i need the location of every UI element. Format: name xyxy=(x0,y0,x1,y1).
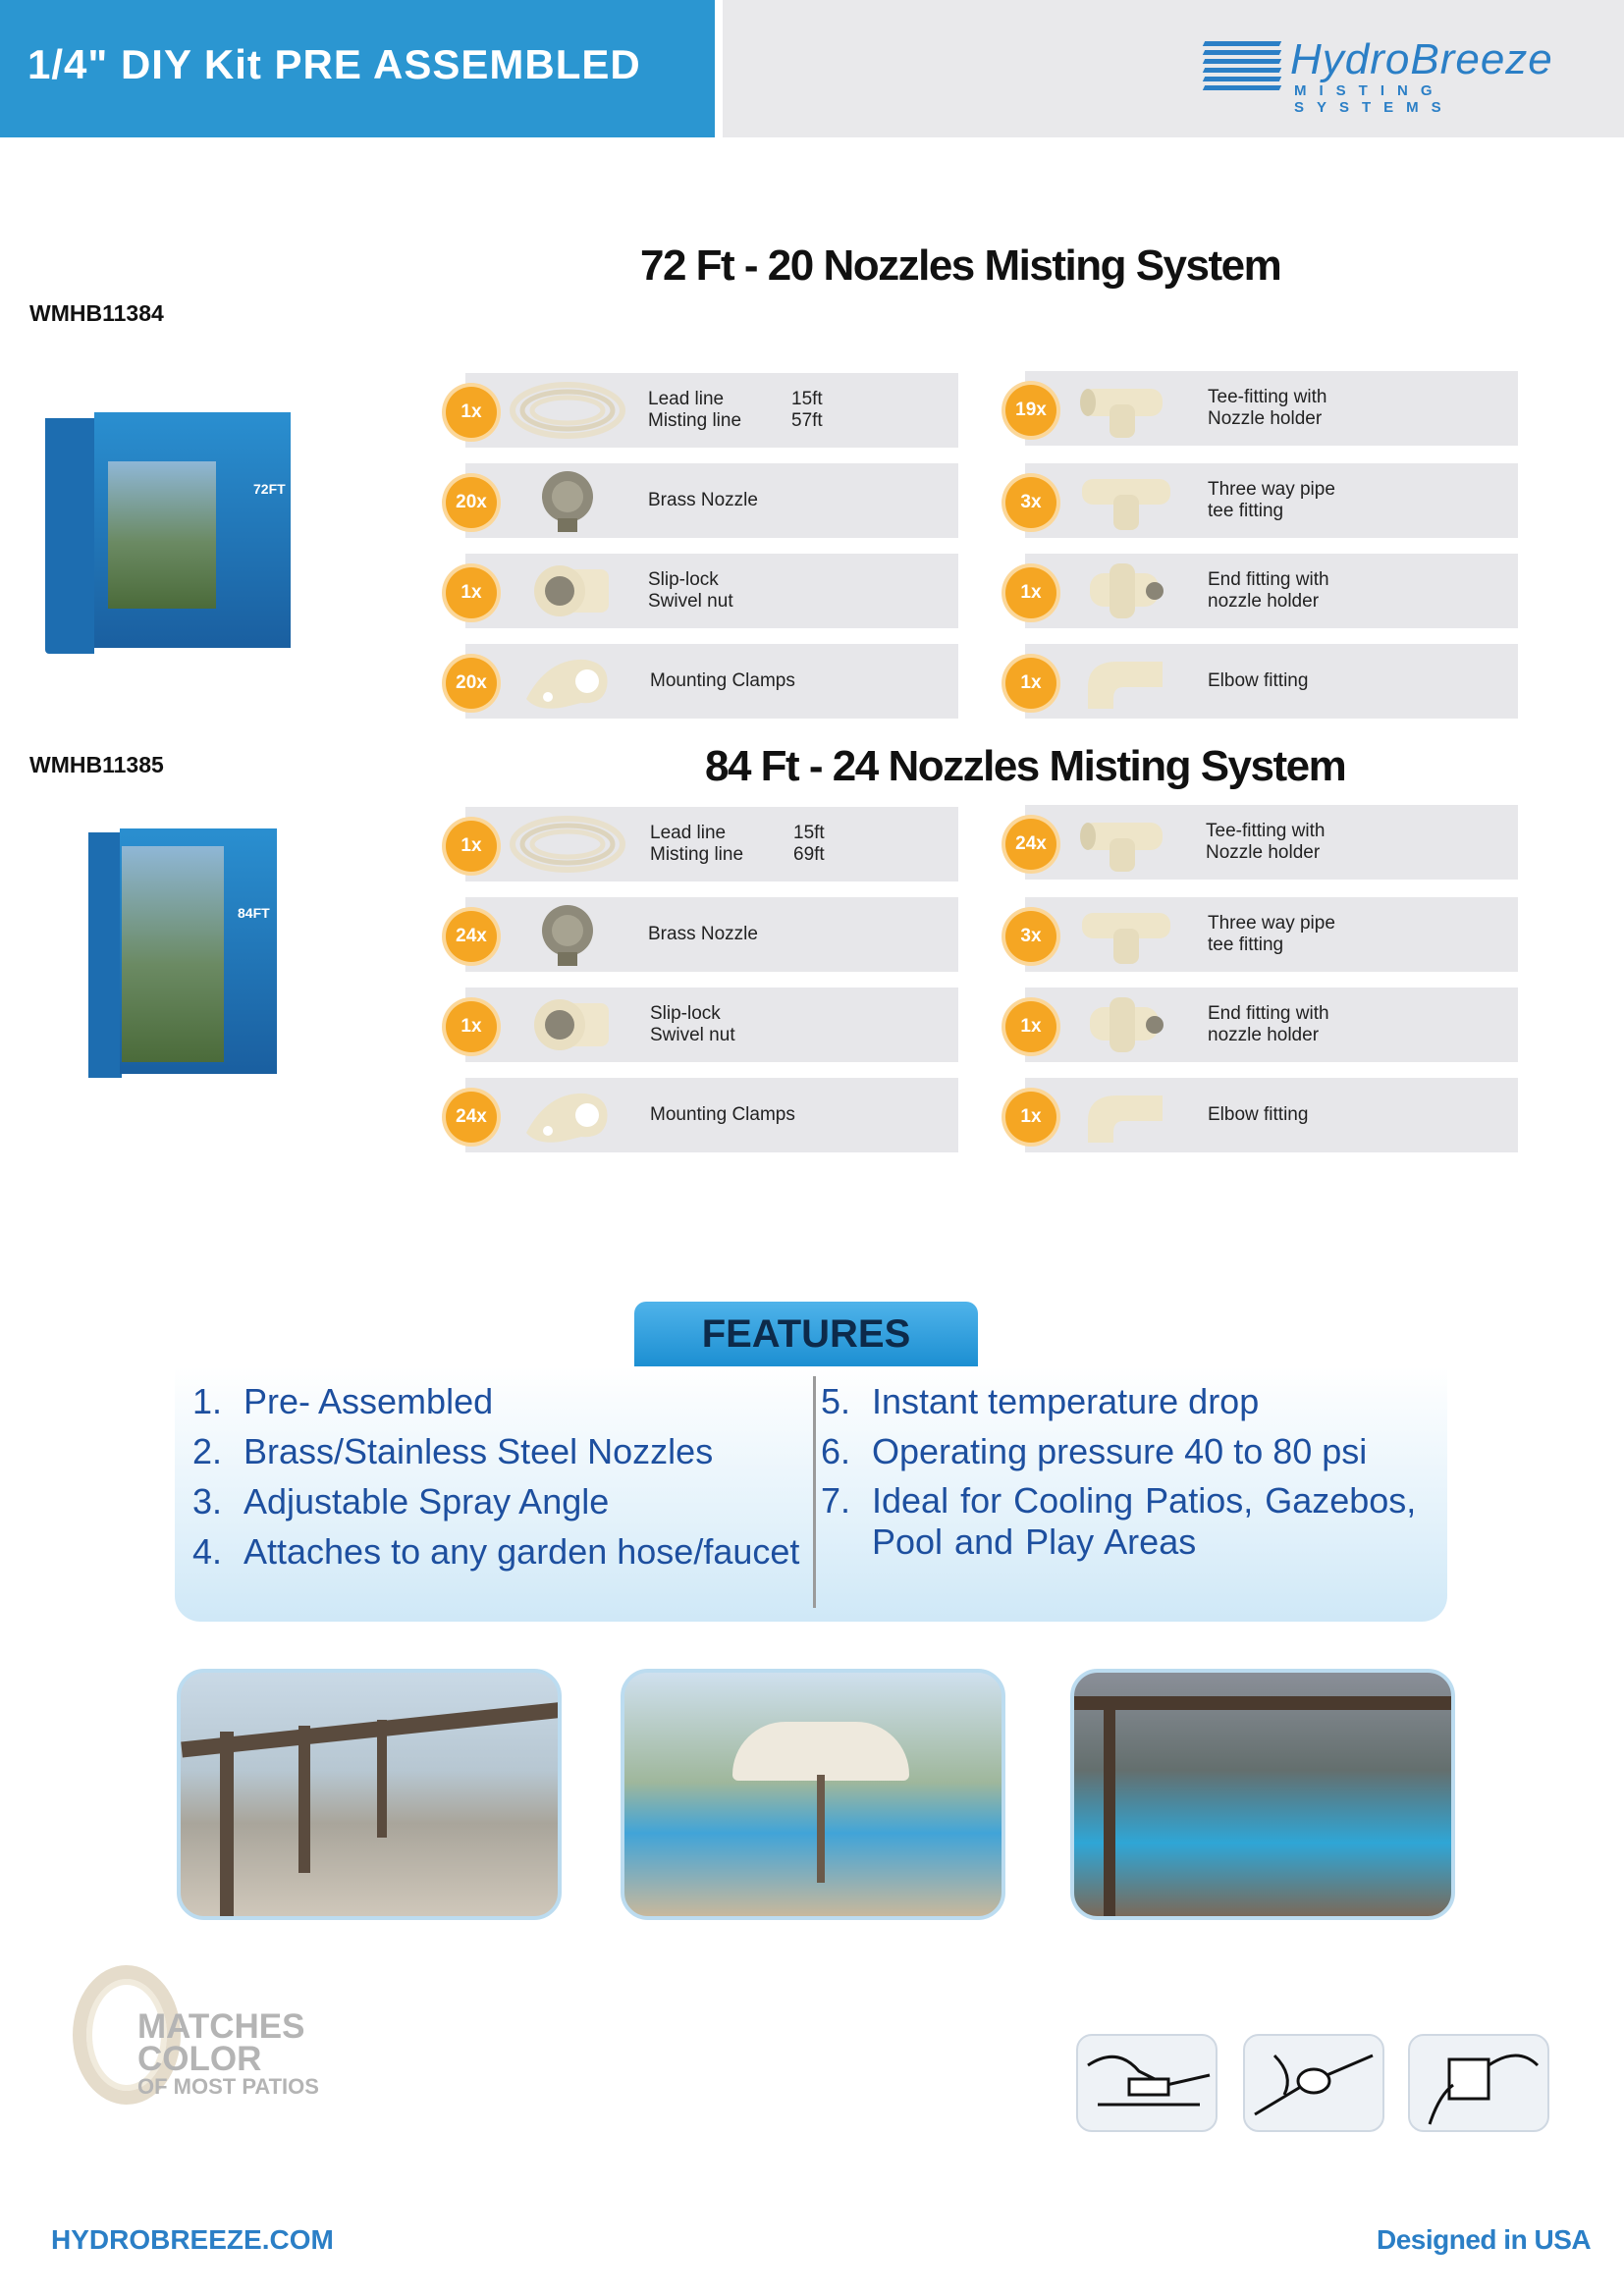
component-length: 15ft 69ft xyxy=(793,823,825,865)
quantity-badge: 1x xyxy=(1005,1092,1056,1143)
website-link[interactable]: HYDROBREEZE.COM xyxy=(51,2224,334,2255)
quantity-badge: 20x xyxy=(446,658,497,709)
install-step-3-icon xyxy=(1408,2034,1549,2132)
component-name: Brass Nozzle xyxy=(648,490,758,510)
wind-lines-icon xyxy=(1204,41,1280,94)
component-row xyxy=(1005,805,1518,880)
component-row xyxy=(1005,1078,1518,1152)
pool-enclosure-misting-photo xyxy=(1070,1669,1455,1920)
feature-item: 6. Operating pressure 40 to 80 psi xyxy=(821,1431,1368,1471)
patio-umbrella-misting-photo xyxy=(621,1669,1005,1920)
elbow-fitting-icon xyxy=(1068,1082,1186,1148)
component-name: Elbow fitting xyxy=(1208,1104,1309,1125)
quantity-badge: 1x xyxy=(446,567,497,618)
component-row xyxy=(446,897,958,972)
designed-in-usa: Designed in USA xyxy=(1377,2224,1592,2255)
page-title: 1/4" DIY Kit PRE ASSEMBLED xyxy=(27,41,641,87)
swivel-nut-icon xyxy=(509,558,626,624)
features-divider xyxy=(813,1376,816,1608)
component-row xyxy=(1005,463,1518,538)
component-row xyxy=(1005,988,1518,1062)
three-way-tee-icon xyxy=(1068,467,1186,534)
component-row xyxy=(446,554,958,628)
component-name: Lead line Misting line xyxy=(648,389,742,431)
quantity-badge: 1x xyxy=(446,387,497,438)
quantity-badge: 1x xyxy=(1005,1001,1056,1052)
quantity-badge: 24x xyxy=(446,1092,497,1143)
quantity-badge: 1x xyxy=(1005,658,1056,709)
sku-label: WMHB11385 xyxy=(29,752,164,777)
feature-item: 2. Brass/Stainless Steel Nozzles xyxy=(192,1431,714,1471)
component-row xyxy=(446,644,958,719)
features-tab xyxy=(634,1302,978,1366)
brand-subtitle: MISTING SYSTEMS xyxy=(1294,82,1454,116)
component-name: Tee-fitting with Nozzle holder xyxy=(1206,821,1326,863)
end-fitting-icon xyxy=(1068,558,1186,624)
component-row xyxy=(446,988,958,1062)
component-name: Three way pipe tee fitting xyxy=(1208,479,1335,521)
quantity-badge: 24x xyxy=(446,911,497,962)
component-name: Elbow fitting xyxy=(1208,670,1309,691)
install-step-2-icon xyxy=(1243,2034,1384,2132)
tubing-coil-icon xyxy=(509,377,626,444)
header-banner xyxy=(0,0,715,137)
features-list-right xyxy=(821,1376,1416,1563)
component-name: Mounting Clamps xyxy=(650,1104,795,1125)
tubing-coil-icon xyxy=(509,811,626,878)
pergola-misting-photo xyxy=(177,1669,562,1920)
tee-nozzle-fitting-icon xyxy=(1068,809,1186,876)
sku-label: WMHB11384 xyxy=(29,300,164,326)
brass-nozzle-icon xyxy=(509,901,626,968)
component-row xyxy=(446,1078,958,1152)
component-name: Brass Nozzle xyxy=(648,924,758,944)
three-way-tee-icon xyxy=(1068,901,1186,968)
quantity-badge: 20x xyxy=(446,477,497,528)
component-row xyxy=(1005,371,1518,446)
quantity-badge: 1x xyxy=(446,821,497,872)
brand-name: HydroBreeze xyxy=(1290,35,1553,83)
features-heading: FEATURES xyxy=(701,1312,911,1356)
quantity-badge: 19x xyxy=(1005,385,1056,436)
component-row xyxy=(446,463,958,538)
features-list-left xyxy=(192,1376,799,1576)
quantity-badge: 3x xyxy=(1005,477,1056,528)
quantity-badge: 1x xyxy=(446,1001,497,1052)
component-row xyxy=(446,807,958,881)
tee-nozzle-fitting-icon xyxy=(1068,375,1186,442)
component-row xyxy=(1005,644,1518,719)
feature-item: 3. Adjustable Spray Angle xyxy=(192,1481,610,1522)
install-step-1-icon xyxy=(1076,2034,1218,2132)
mounting-clamp-icon xyxy=(509,648,626,715)
product-box-image: 72FT xyxy=(45,399,300,654)
feature-item: 1. Pre- Assembled xyxy=(192,1381,494,1421)
component-row xyxy=(446,373,958,448)
component-name: End fitting with nozzle holder xyxy=(1208,569,1329,612)
quantity-badge: 3x xyxy=(1005,911,1056,962)
quantity-badge: 24x xyxy=(1005,819,1056,870)
component-length: 15ft 57ft xyxy=(791,389,823,431)
elbow-fitting-icon xyxy=(1068,648,1186,715)
component-name: Three way pipe tee fitting xyxy=(1208,913,1335,955)
component-name: Mounting Clamps xyxy=(650,670,795,691)
feature-item: 4. Attaches to any garden hose/faucet xyxy=(192,1531,800,1572)
swivel-nut-icon xyxy=(509,991,626,1058)
feature-item: 7. Ideal for Cooling Patios, Gazebos, Pool and Play Areas xyxy=(821,1480,1417,1562)
component-name: Lead line Misting line xyxy=(650,823,744,865)
product-box-image: 84FT xyxy=(29,817,287,1082)
component-name: Tee-fitting with Nozzle holder xyxy=(1208,387,1327,429)
end-fitting-icon xyxy=(1068,991,1186,1058)
component-row xyxy=(1005,897,1518,972)
mounting-clamp-icon xyxy=(509,1082,626,1148)
brass-nozzle-icon xyxy=(509,467,626,534)
matches-color-badge: MATCHES COLOR OF MOST PATIOS xyxy=(137,2007,319,2099)
component-name: End fitting with nozzle holder xyxy=(1208,1003,1329,1045)
component-row xyxy=(1005,554,1518,628)
hydrobreeze-logo xyxy=(1204,35,1597,116)
feature-item: 5. Instant temperature drop xyxy=(821,1381,1260,1421)
system-title: 72 Ft - 20 Nozzles Misting System xyxy=(640,241,1281,290)
system-title: 84 Ft - 24 Nozzles Misting System xyxy=(705,742,1346,790)
component-name: Slip-lock Swivel nut xyxy=(650,1003,735,1045)
quantity-badge: 1x xyxy=(1005,567,1056,618)
component-name: Slip-lock Swivel nut xyxy=(648,569,733,612)
